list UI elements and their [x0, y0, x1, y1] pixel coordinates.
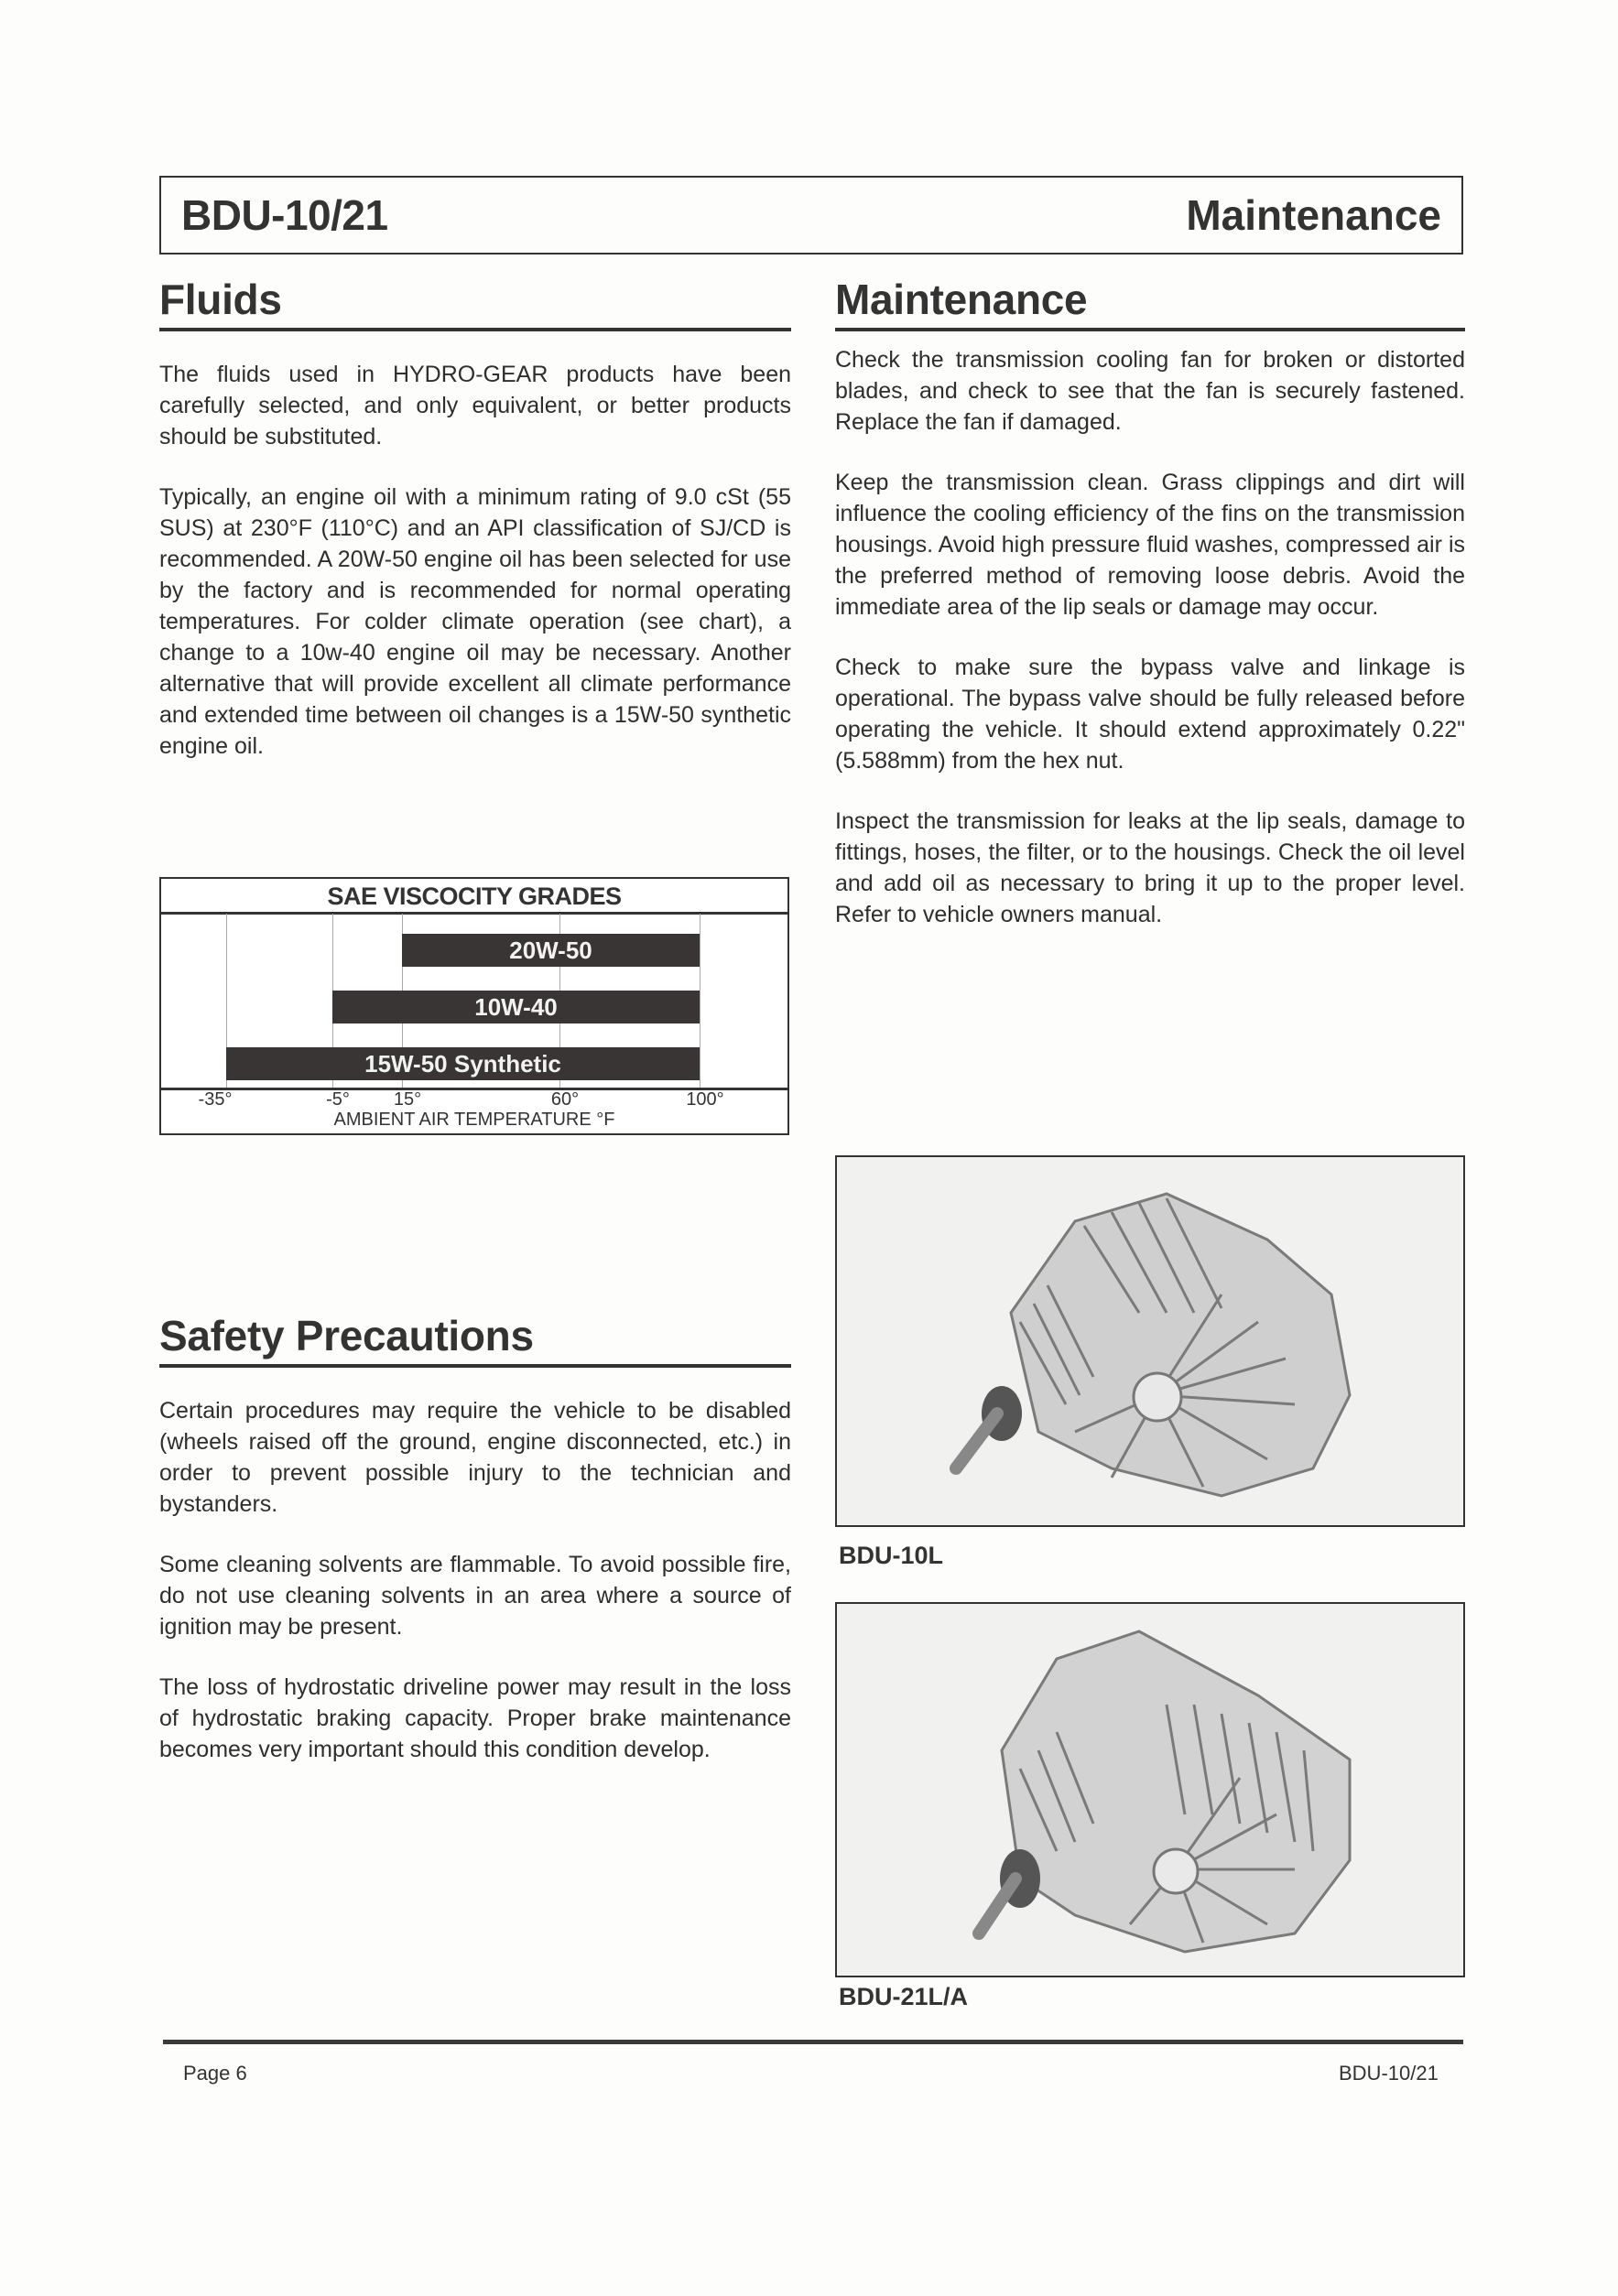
footer-doc-id: BDU-10/21 — [1339, 2062, 1439, 2085]
safety-title: Safety Precautions — [159, 1311, 791, 1368]
footer-page-number: Page 6 — [183, 2062, 247, 2085]
chart-bar-15w-50-synthetic: 15W-50 Synthetic — [226, 1047, 700, 1080]
chart-bar-10w-40: 10W-40 — [332, 991, 700, 1023]
figure-caption: BDU-10L — [839, 1542, 944, 1569]
fluids-paragraph: The fluids used in HYDRO-GEAR products have been carefully selected, and only equivalent, or better products should be substituted. — [159, 362, 791, 449]
maintenance-section — [835, 275, 1465, 959]
maintenance-body — [835, 344, 1465, 930]
chart-tick-label: 15° — [393, 1089, 422, 1110]
header-section: Maintenance — [1186, 191, 1441, 239]
chart-tick-label: -5° — [326, 1089, 350, 1110]
fluids-body — [159, 359, 791, 762]
safety-section — [159, 1311, 791, 1794]
photo-bdu-21la — [835, 1602, 1465, 1977]
transmission-illustration — [837, 1157, 1463, 1525]
chart-title: SAE VISCOCITY GRADES — [161, 879, 787, 915]
sae-viscosity-chart — [159, 877, 789, 1135]
fluids-paragraph: Typically, an engine oil with a minimum rating of 9.0 cSt (55 SUS) at 230°F (110°C) and an API classification of SJ/CD is recommended. A 20W-50 engine oil has been selected for use by the factory and is recommended for normal operating temperatures. For colder climate operation (see chart), a change to a 10w-40 engine oil may be necessary. Another alternative that will provide excellent all climate performance and extended time between oil changes is a 15W-50 synthetic engine oil. — [159, 484, 791, 759]
safety-paragraph: Certain procedures may require the vehicle to be disabled (wheels raised off the ground, engine disconnected, etc.) in order to prevent possible injury to the technician and bystanders. — [159, 1398, 791, 1517]
axle-shaft — [956, 1413, 997, 1468]
header-doc-id: BDU-10/21 — [181, 191, 388, 239]
fluids-section — [159, 275, 791, 791]
maintenance-paragraph: Inspect the transmission for leaks at the lip seals, damage to fittings, hoses, the filter, or to the housings. Check the oil level and add oil as necessary to bring it up to the proper level. Refer to vehicle owners manual. — [835, 808, 1465, 927]
chart-tick-label: 100° — [686, 1089, 724, 1110]
axle-shaft — [979, 1879, 1015, 1933]
maintenance-title: Maintenance — [835, 275, 1465, 331]
safety-paragraph: The loss of hydrostatic driveline power may result in the loss of hydrostatic braking capacity. Proper brake maintenance becomes very important should this condition develop. — [159, 1674, 791, 1762]
footer-divider — [163, 2040, 1463, 2044]
fluids-title: Fluids — [159, 275, 791, 331]
chart-tick-label: 60° — [550, 1089, 580, 1110]
maintenance-paragraph: Check to make sure the bypass valve and linkage is operational. The bypass valve should be fully released before operating the vehicle. It should extend approximately 0.22" (5.588mm) from the hex nut. — [835, 655, 1465, 774]
chart-tick-label: -35° — [198, 1089, 233, 1110]
chart-x-axis-label: AMBIENT AIR TEMPERATURE °F — [333, 1110, 615, 1130]
chart-bar-20w-50: 20W-50 — [402, 934, 700, 967]
maintenance-paragraph: Keep the transmission clean. Grass clippings and dirt will influence the cooling efficiency of the fins on the transmission housings. Avoid high pressure fluid washes, compressed air is the preferred method of removing loose debris. Avoid the immediate area of the lip seals or damage may occur. — [835, 470, 1465, 620]
photo-bdu-10l — [835, 1155, 1465, 1527]
hub-circle — [1154, 1849, 1198, 1893]
safety-body — [159, 1395, 791, 1765]
safety-paragraph: Some cleaning solvents are flammable. To avoid possible fire, do not use cleaning solvents in an area where a source of ignition may be present. — [159, 1552, 791, 1640]
maintenance-paragraph: Check the transmission cooling fan for broken or distorted blades, and check to see that the fan is securely fastened. Replace the fan if damaged. — [835, 347, 1465, 435]
transmission-illustration — [837, 1604, 1463, 1976]
page-header — [159, 176, 1463, 255]
hub-circle — [1134, 1373, 1181, 1421]
figure-caption: BDU-21L/A — [839, 1983, 969, 2010]
